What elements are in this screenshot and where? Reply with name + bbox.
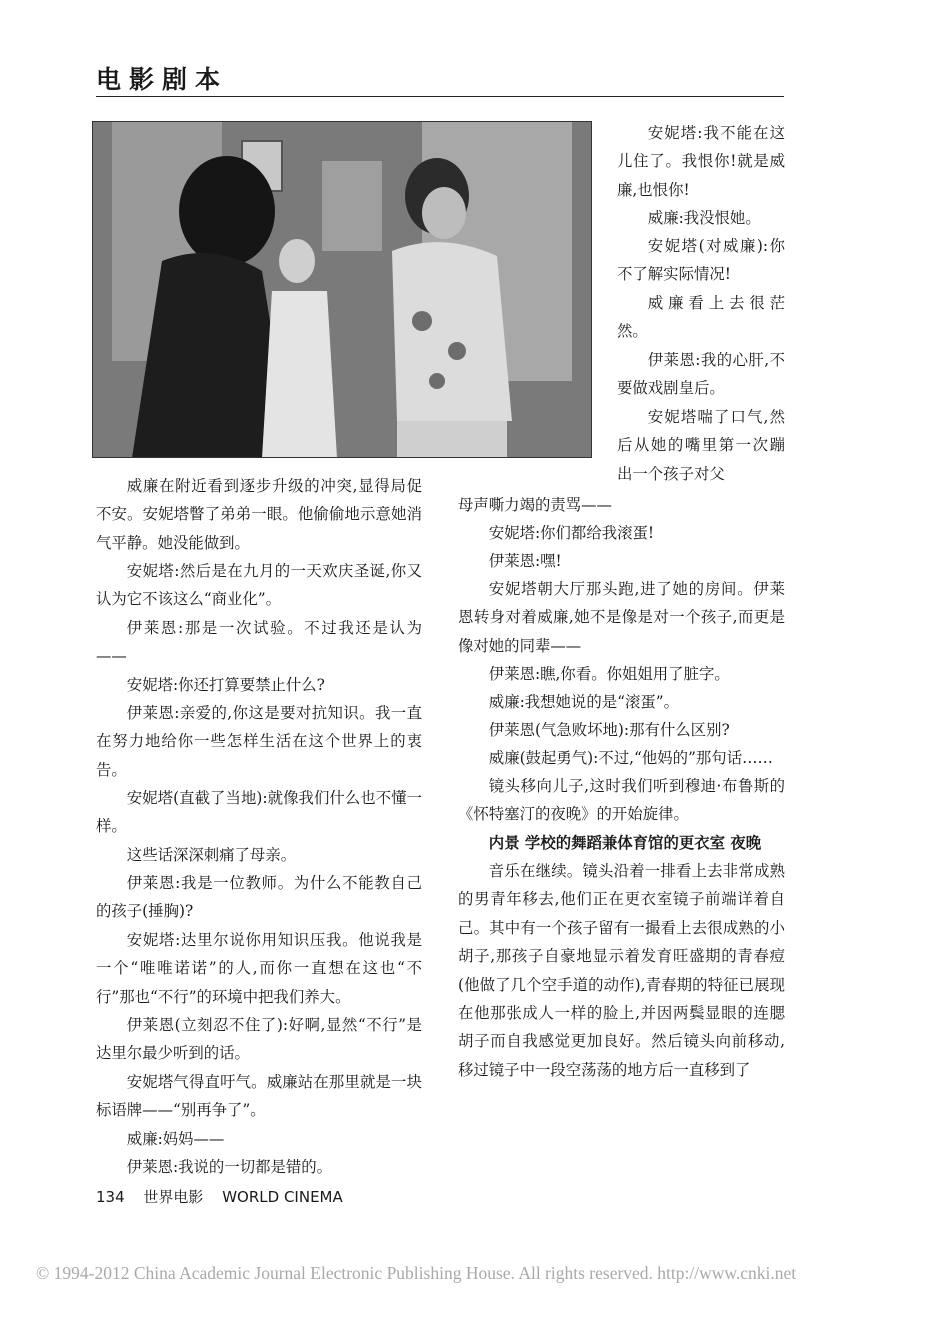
- header-divider: [96, 96, 784, 97]
- paragraph: 安妮塔:然后是在九月的一天欢庆圣诞,你又认为它不该这么“商业化”。: [96, 562, 422, 609]
- copyright-notice: © 1994-2012 China Academic Journal Electronic Publishing House. All rights reserved. http://www.cnki.net: [36, 1263, 797, 1283]
- paragraph: 安妮塔(直截了当地):就像我们什么也不懂一样。: [96, 789, 422, 836]
- paragraph: 伊莱恩:嘿!: [488, 552, 562, 570]
- paragraph: 威廉:我没恨她。: [647, 209, 761, 227]
- paragraph: 伊莱恩:我是一位教师。为什么不能教自己的孩子(捶胸)?: [96, 874, 422, 921]
- page-number: 134: [96, 1188, 125, 1206]
- paragraph: 安妮塔朝大厅那头跑,进了她的房间。伊莱恩转身对着威廉,她不是像是对一个孩子,而更是像对她的同辈——: [458, 580, 785, 655]
- paragraph: 威廉:妈妈——: [126, 1130, 225, 1148]
- journal-name-cn: 世界电影: [143, 1188, 204, 1206]
- paragraph: 安妮塔(对威廉):你不了解实际情况!: [617, 237, 785, 284]
- page-footer: [96, 1186, 357, 1207]
- paragraph: 伊莱恩:亲爱的,你这是要对抗知识。我一直在努力地给你一些怎样生活在这个世界上的衷告。: [96, 704, 422, 779]
- paragraph: 伊莱恩:那是一次试验。不过我还是认为——: [96, 619, 422, 666]
- journal-name-en: WORLD CINEMA: [222, 1188, 343, 1206]
- paragraph: 安妮塔:达里尔说你用知识压我。他说我是一个“唯唯诺诺”的人,而你一直想在这也“不行”那也“不行”的环境中把我们养大。: [96, 931, 422, 1006]
- paragraph: 威廉在附近看到逐步升级的冲突,显得局促不安。安妮塔瞥了弟弟一眼。他偷偷地示意她消气平静。她没能做到。: [96, 477, 422, 552]
- paragraph: 伊莱恩(立刻忍不住了):好啊,显然“不行”是达里尔最少听到的话。: [96, 1016, 422, 1063]
- film-still-photo: [92, 121, 592, 458]
- paragraph: 安妮塔喘了口气,然后从她的嘴里第一次蹦出一个孩子对父: [617, 408, 785, 483]
- paragraph: 安妮塔气得直吁气。威廉站在那里就是一块标语牌——“别再争了”。: [96, 1073, 422, 1120]
- paragraph: 威廉:我想她说的是“滚蛋”。: [488, 693, 680, 711]
- paragraph: 伊莱恩:我说的一切都是错的。: [126, 1158, 333, 1176]
- paragraph: 伊莱恩:瞧,你看。你姐姐用了脏字。: [488, 665, 730, 683]
- paragraph: 威廉(鼓起勇气):不过,“他妈的”那句话……: [488, 749, 773, 767]
- photo-border: [92, 121, 592, 458]
- page-header-title: 电影剧本: [96, 65, 229, 94]
- paragraph: 安妮塔:你还打算要禁止什么?: [126, 676, 325, 694]
- paragraph: 伊莱恩(气急败坏地):那有什么区别?: [488, 721, 730, 739]
- paragraph: 镜头移向儿子,这时我们听到穆迪·布鲁斯的《怀特塞汀的夜晚》的开始旋律。: [458, 777, 785, 824]
- paragraph: 威廉看上去很茫然。: [617, 294, 785, 341]
- paragraph: 伊莱恩:我的心肝,不要做戏剧皇后。: [617, 351, 785, 398]
- paragraph: 音乐在继续。镜头沿着一排看上去非常成熟的男青年移去,他们正在更衣室镜子前端详着自己。其中有一个孩子留有一撮看上去很成熟的小胡子,那孩子自豪地显示着发育旺盛期的青春痘(他做了几个空手道的动作),青春期的特征已展现在他那张成人一样的脸上,并因两鬓显眼的连腮胡子而自我感觉更加良好。然后镜头向前移动,移过镜子中一段空荡荡的地方后一直移到了: [458, 862, 785, 1079]
- paragraph: 母声嘶力竭的责骂——: [458, 496, 612, 514]
- paragraph: 安妮塔:你们都给我滚蛋!: [488, 524, 655, 542]
- paragraph: 内景 学校的舞蹈兼体育馆的更衣室 夜晚: [488, 834, 762, 852]
- paragraph: 这些话深深刺痛了母亲。: [126, 846, 297, 864]
- paragraph: 安妮塔:我不能在这儿住了。我恨你!就是威廉,也恨你!: [617, 124, 785, 199]
